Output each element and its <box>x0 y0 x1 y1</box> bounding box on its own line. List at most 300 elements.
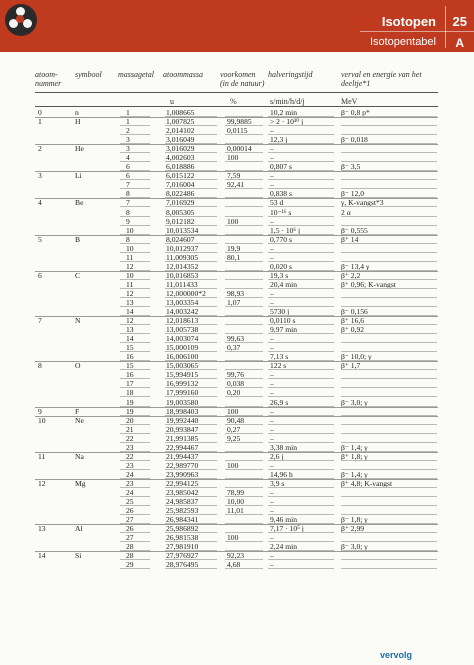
page-title: Isotopen <box>381 14 436 29</box>
atomic-mass-cell: 28,976495 <box>166 560 199 570</box>
abundance-cell: 0,37 <box>227 343 241 353</box>
atomic-number-cell: 8 <box>38 361 42 371</box>
mass-number-cell: 13 <box>126 325 134 335</box>
mass-number-cell: 8 <box>126 234 130 244</box>
table-row <box>0 542 474 551</box>
atomic-mass-cell: 10,013534 <box>166 225 199 235</box>
mass-number-cell: 16 <box>126 352 134 362</box>
table-row <box>0 271 474 280</box>
symbol-cell: Ne <box>75 415 84 425</box>
mass-number-cell: 10 <box>126 243 134 253</box>
atomic-mass-cell: 26,984341 <box>166 515 199 525</box>
decay-cell: β⁻ 1,4; γ <box>341 469 368 479</box>
abundance-cell: 100 <box>227 216 239 226</box>
mass-number-cell: 14 <box>126 307 134 317</box>
decay-cell: β⁻ 1,4; γ <box>341 442 368 452</box>
mass-number-cell: 23 <box>126 442 134 452</box>
mass-number-cell: 2 <box>126 126 130 136</box>
atomic-mass-cell: 25,982593 <box>166 506 199 516</box>
atomic-number-cell: 12 <box>38 478 46 488</box>
table-row <box>0 524 474 533</box>
atomic-mass-cell: 11,009305 <box>166 252 198 262</box>
half-life-cell: 20,4 min <box>270 279 298 289</box>
mass-number-cell: 28 <box>126 542 134 552</box>
half-life-cell: 5730 j <box>270 307 290 317</box>
atomic-number-cell: 13 <box>38 524 46 534</box>
half-life-cell: – <box>270 406 274 416</box>
column-header-atomic-number: atoom- nummer <box>35 70 62 88</box>
atomic-number-cell: 5 <box>38 234 42 244</box>
column-header-symbol: symbool <box>75 70 102 79</box>
symbol-cell: n <box>75 108 79 117</box>
mass-number-cell: 25 <box>126 497 134 507</box>
atomic-mass-cell: 12,014352 <box>166 261 199 271</box>
element-group-divider <box>35 271 438 272</box>
symbol-cell: N <box>75 316 81 326</box>
table-row <box>0 316 474 325</box>
table-row <box>0 497 474 506</box>
symbol-cell: F <box>75 406 80 416</box>
symbol-cell: H <box>75 117 81 127</box>
table-row <box>0 298 474 307</box>
atomic-mass-cell: 8,024607 <box>166 234 195 244</box>
mass-number-cell: 3 <box>126 135 130 145</box>
column-header-mass-number: massagetal <box>118 70 154 79</box>
abundance-cell: 78,99 <box>227 487 245 497</box>
decay-cell: β⁺ 1,7 <box>341 361 361 371</box>
atomic-mass-cell: 1,008665 <box>166 108 195 117</box>
half-life-cell: 0,770 s <box>270 234 292 244</box>
atomic-mass-cell: 23,990963 <box>166 469 199 479</box>
atomic-mass-cell: 23,985042 <box>166 487 199 497</box>
atomic-mass-cell: 7,016004 <box>166 180 195 190</box>
decay-cell: β⁻ 10,0; γ <box>341 352 372 362</box>
column-header-half-life: halveringstijd <box>268 70 313 79</box>
mass-number-cell: 27 <box>126 515 134 525</box>
half-life-cell: 3,38 min <box>270 442 298 452</box>
half-life-cell: – <box>270 370 274 380</box>
half-life-cell: 1,5 · 10⁶ j <box>270 225 301 235</box>
half-life-cell: 7,17 · 10⁵ j <box>270 524 304 534</box>
abundance-cell: 100 <box>227 460 239 470</box>
symbol-cell: Be <box>75 198 84 208</box>
mass-number-cell: 23 <box>126 478 134 488</box>
abundance-cell: 0,20 <box>227 388 241 398</box>
atomic-mass-cell: 14,003074 <box>166 334 199 344</box>
half-life-cell: – <box>270 171 274 181</box>
symbol-cell: Na <box>75 451 84 461</box>
symbol-cell: B <box>75 234 81 244</box>
mass-number-cell: 15 <box>126 343 134 353</box>
mass-number-cell: 8 <box>126 207 130 217</box>
mass-number-cell: 28 <box>126 551 134 561</box>
symbol-cell: Si <box>75 551 82 561</box>
atomic-number-cell: 10 <box>38 415 46 425</box>
table-row <box>0 171 474 180</box>
mass-number-cell: 16 <box>126 370 134 380</box>
symbol-cell: C <box>75 270 81 280</box>
table-row <box>0 325 474 334</box>
atomic-mass-cell: 16,999132 <box>166 379 199 389</box>
atomic-mass-cell: 13,005738 <box>166 325 199 335</box>
mass-number-cell: 13 <box>126 297 134 307</box>
mass-number-cell: 3 <box>126 144 130 154</box>
half-life-cell: 0,020 s <box>270 261 292 271</box>
abundance-cell: 11,01 <box>227 506 244 516</box>
decay-cell: β⁻ 3,0; γ <box>341 542 368 552</box>
atomic-mass-cell: 22,994467 <box>166 442 199 452</box>
section-letter: A <box>455 36 464 50</box>
atomic-mass-cell: 6,015122 <box>166 171 195 181</box>
footer-continued: vervolg <box>380 650 413 660</box>
mass-number-cell: 19 <box>126 397 134 407</box>
decay-cell: 2 α <box>341 207 351 217</box>
table-row <box>0 189 474 198</box>
table-row <box>0 398 474 407</box>
half-life-cell: – <box>270 497 274 507</box>
half-life-cell: – <box>270 180 274 190</box>
cell-underline <box>268 568 334 569</box>
table-row <box>0 180 474 189</box>
half-life-cell: – <box>270 487 274 497</box>
decay-cell: β⁻ 3,5 <box>341 162 361 172</box>
symbol-cell: Mg <box>75 478 86 488</box>
atomic-number-cell: 3 <box>38 171 42 181</box>
atomic-mass-cell: 27,976927 <box>166 551 199 561</box>
atomic-mass-cell: 8,005305 <box>166 207 195 217</box>
table-row <box>0 307 474 316</box>
abundance-cell: 0,27 <box>227 424 241 434</box>
mass-number-cell: 8 <box>126 189 130 199</box>
mass-number-cell: 24 <box>126 469 134 479</box>
units-underline <box>35 106 438 107</box>
decay-cell: β⁺ 16,6 <box>341 316 365 326</box>
atomic-number-cell: 7 <box>38 316 42 326</box>
abundance-cell: 19,9 <box>227 243 241 253</box>
page-number: 25 <box>452 14 467 29</box>
table-row <box>0 506 474 515</box>
atomic-mass-cell: 18,998403 <box>166 406 199 416</box>
half-life-cell: – <box>270 252 274 262</box>
half-life-cell: 0,0110 s <box>270 316 296 326</box>
table-row <box>0 153 474 162</box>
table-row <box>0 452 474 461</box>
decay-cell: β⁻ 3,0; γ <box>341 397 368 407</box>
column-header-abundance: voorkomen (in de natuur) <box>220 70 265 88</box>
atomic-number-cell: 2 <box>38 144 42 154</box>
element-group-divider <box>35 361 438 362</box>
abundance-cell: 1,07 <box>227 297 241 307</box>
half-life-cell: 12,3 j <box>270 135 288 145</box>
atomic-number-cell: 0 <box>38 108 42 117</box>
abundance-cell: 7,59 <box>227 171 241 181</box>
half-life-cell: 14,96 h <box>270 469 293 479</box>
atomic-number-cell: 6 <box>38 270 42 280</box>
mass-number-cell: 24 <box>126 487 134 497</box>
decay-cell: β⁻ 12,0 <box>341 189 365 199</box>
half-life-cell: 122 s <box>270 361 287 371</box>
table-row <box>0 117 474 126</box>
table-row <box>0 488 474 497</box>
mass-number-cell: 17 <box>126 379 134 389</box>
half-life-cell: – <box>270 243 274 253</box>
atomic-mass-cell: 2,014102 <box>166 126 195 136</box>
half-life-cell: 26,9 s <box>270 397 289 407</box>
half-life-cell: – <box>270 560 274 570</box>
atomic-mass-cell: 15,003065 <box>166 361 199 371</box>
table-row <box>0 425 474 434</box>
atomic-mass-cell: 4,002603 <box>166 153 195 163</box>
abundance-cell: 9,25 <box>227 433 241 443</box>
half-life-cell: 53 d <box>270 198 284 208</box>
mass-number-cell: 7 <box>126 180 130 190</box>
atomic-mass-cell: 21,994437 <box>166 451 199 461</box>
atom-logo-icon <box>5 4 37 36</box>
decay-cell: β⁺ 0,96; K-vangst <box>341 279 396 289</box>
mass-number-cell: 26 <box>126 524 134 534</box>
atomic-mass-cell: 25,986892 <box>166 524 199 534</box>
table-row <box>0 479 474 488</box>
atomic-mass-cell: 14,003242 <box>166 307 199 317</box>
half-life-cell: 7,13 s <box>270 352 289 362</box>
half-life-cell: – <box>270 415 274 425</box>
table-row <box>0 515 474 524</box>
atomic-mass-cell: 15,000109 <box>166 343 199 353</box>
mass-number-cell: 6 <box>126 162 130 172</box>
mass-number-cell: 11 <box>126 252 134 262</box>
atomic-mass-cell: 19,003580 <box>166 397 199 407</box>
half-life-cell: – <box>270 288 274 298</box>
table-row <box>0 253 474 262</box>
table-row <box>0 361 474 370</box>
column-header-atomic-mass: atoommassa <box>163 70 204 79</box>
atomic-mass-cell: 1,007825 <box>166 117 195 127</box>
abundance-cell: 98,93 <box>227 288 245 298</box>
mass-number-cell: 29 <box>126 560 134 570</box>
decay-cell: β⁺ 1,8; γ <box>341 451 368 461</box>
table-row <box>0 217 474 226</box>
atomic-mass-cell: 8,022486 <box>166 189 195 199</box>
atomic-mass-cell: 10,016853 <box>166 270 199 280</box>
abundance-cell: 0,0115 <box>227 126 248 136</box>
mass-number-cell: 1 <box>126 108 130 117</box>
abundance-cell: 99,76 <box>227 370 245 380</box>
half-life-cell: – <box>270 506 274 516</box>
atomic-number-cell: 4 <box>38 198 42 208</box>
decay-cell: β⁻ 0,555 <box>341 225 368 235</box>
abundance-cell: 92,23 <box>227 551 245 561</box>
table-row <box>0 126 474 135</box>
table-row <box>0 470 474 479</box>
mass-number-cell: 27 <box>126 533 134 543</box>
atomic-mass-cell: 19,992440 <box>166 415 199 425</box>
decay-cell: β⁻ 0,018 <box>341 135 368 145</box>
table-row <box>0 551 474 560</box>
table-row <box>0 226 474 235</box>
decay-cell: β⁺ 2,99 <box>341 524 365 534</box>
half-life-cell: – <box>270 388 274 398</box>
mass-number-cell: 19 <box>126 406 134 416</box>
mass-number-cell: 4 <box>126 153 130 163</box>
half-life-cell: 9,46 min <box>270 515 298 525</box>
table-row <box>0 280 474 289</box>
table-row <box>0 370 474 379</box>
decay-cell: β⁻ 13,4 γ <box>341 261 370 271</box>
decay-cell: β⁺ 0,92 <box>341 325 365 335</box>
element-group-divider <box>35 524 438 525</box>
abundance-cell: 100 <box>227 406 239 416</box>
atomic-mass-cell: 6,018886 <box>166 162 195 172</box>
mass-number-cell: 11 <box>126 279 134 289</box>
atomic-mass-cell: 20,993847 <box>166 424 199 434</box>
half-life-cell: – <box>270 551 274 561</box>
cell-underline <box>341 568 437 569</box>
table-row <box>0 135 474 144</box>
symbol-cell: Al <box>75 524 83 534</box>
half-life-cell: 10⁻¹⁶ s <box>270 207 292 217</box>
mass-number-cell: 12 <box>126 316 134 326</box>
unit-atomic-mass: u <box>170 97 174 106</box>
header-divider <box>445 6 446 48</box>
half-life-cell: 9,97 min <box>270 325 298 335</box>
atomic-number-cell: 9 <box>38 406 42 416</box>
table-row <box>0 343 474 352</box>
atomic-mass-cell: 21,991385 <box>166 433 199 443</box>
decay-cell: β⁻ 1,8; γ <box>341 515 368 525</box>
abundance-cell: 92,41 <box>227 180 245 190</box>
atomic-mass-cell: 9,012182 <box>166 216 195 226</box>
atomic-mass-cell: 11,011433 <box>166 279 198 289</box>
table-row <box>0 289 474 298</box>
mass-number-cell: 10 <box>126 225 134 235</box>
atomic-mass-cell: 22,994125 <box>166 478 199 488</box>
table-row <box>0 244 474 253</box>
mass-number-cell: 14 <box>126 334 134 344</box>
table-row <box>0 461 474 470</box>
cell-underline <box>165 568 217 569</box>
decay-cell: γ, K-vangst*3 <box>341 198 384 208</box>
atomic-mass-cell: 17,999160 <box>166 388 199 398</box>
abundance-cell: 90,48 <box>227 415 245 425</box>
symbol-cell: He <box>75 144 84 154</box>
mass-number-cell: 1 <box>126 117 130 127</box>
table-row <box>0 262 474 271</box>
mass-number-cell: 26 <box>126 506 134 516</box>
symbol-cell: O <box>75 361 81 371</box>
abundance-cell: 80,1 <box>227 252 241 262</box>
mass-number-cell: 6 <box>126 171 130 181</box>
atomic-mass-cell: 12,018613 <box>166 316 199 326</box>
decay-cell: β⁺ 2,2 <box>341 270 361 280</box>
table-row <box>0 208 474 217</box>
mass-number-cell: 12 <box>126 288 134 298</box>
atomic-mass-cell: 13,003354 <box>166 297 199 307</box>
mass-number-cell: 20 <box>126 415 134 425</box>
half-life-cell: – <box>270 379 274 389</box>
atomic-mass-cell: 3,016029 <box>166 144 195 154</box>
half-life-cell: 2,24 min <box>270 542 298 552</box>
mass-number-cell: 9 <box>126 216 130 226</box>
abundance-cell: 0,00014 <box>227 144 252 154</box>
mass-number-cell: 15 <box>126 361 134 371</box>
atomic-mass-cell: 3,016049 <box>166 135 195 145</box>
atomic-mass-cell: 10,012937 <box>166 243 199 253</box>
half-life-cell: – <box>270 460 274 470</box>
mass-number-cell: 22 <box>126 433 134 443</box>
table-row <box>0 144 474 153</box>
element-group-divider <box>35 235 438 236</box>
half-life-cell: 2,6 j <box>270 451 284 461</box>
half-life-cell: 0,807 s <box>270 162 292 172</box>
mass-number-cell: 10 <box>126 270 134 280</box>
atomic-mass-cell: 22,989770 <box>166 460 199 470</box>
table-row <box>0 407 474 416</box>
atomic-number-cell: 11 <box>38 451 46 461</box>
atomic-mass-cell: 27,981910 <box>166 542 199 552</box>
atomic-number-cell: 14 <box>38 551 46 561</box>
decay-cell: β⁻ 0,8 p* <box>341 108 370 117</box>
atomic-mass-cell: 15,994915 <box>166 370 199 380</box>
decay-cell: β⁻ 0,156 <box>341 307 368 317</box>
element-group-divider <box>35 452 438 453</box>
table-row <box>0 388 474 397</box>
half-life-cell: – <box>270 126 274 136</box>
symbol-cell: Li <box>75 171 82 181</box>
header-underline <box>35 92 438 93</box>
abundance-cell: 0,038 <box>227 379 245 389</box>
half-life-cell: – <box>270 424 274 434</box>
table-row <box>0 416 474 425</box>
table-row <box>0 434 474 443</box>
mass-number-cell: 12 <box>126 261 134 271</box>
atomic-mass-cell: 26,981538 <box>166 533 199 543</box>
abundance-cell: 99,63 <box>227 334 245 344</box>
table-row <box>0 443 474 452</box>
atomic-mass-cell: 24,985837 <box>166 497 199 507</box>
half-life-cell: 3,9 s <box>270 478 285 488</box>
atomic-mass-cell: 7,016929 <box>166 198 195 208</box>
table-row <box>0 334 474 343</box>
atomic-mass-cell: 16,006100 <box>166 352 199 362</box>
table-row <box>0 533 474 542</box>
cell-underline <box>120 568 150 569</box>
half-life-cell: – <box>270 297 274 307</box>
table-row <box>0 352 474 361</box>
half-life-cell: – <box>270 433 274 443</box>
decay-cell: β⁺ 14 <box>341 234 359 244</box>
isotope-table <box>0 108 474 569</box>
half-life-cell: – <box>270 343 274 353</box>
abundance-cell: 4,68 <box>227 560 241 570</box>
mass-number-cell: 21 <box>126 424 134 434</box>
mass-number-cell: 18 <box>126 388 134 398</box>
atomic-number-cell: 1 <box>38 117 42 127</box>
abundance-cell: 99,9885 <box>227 117 252 127</box>
abundance-cell: 100 <box>227 153 239 163</box>
half-life-cell: – <box>270 216 274 226</box>
half-life-cell: – <box>270 334 274 344</box>
table-row <box>0 560 474 569</box>
page-subtitle: Isotopentabel <box>369 36 436 48</box>
mass-number-cell: 22 <box>126 451 134 461</box>
cell-underline <box>225 568 263 569</box>
unit-decay: MeV <box>341 97 358 106</box>
half-life-cell: 0,838 s <box>270 189 292 199</box>
abundance-cell: 100 <box>227 533 239 543</box>
half-life-cell: – <box>270 153 274 163</box>
abundance-cell: 10,00 <box>227 497 245 507</box>
mass-number-cell: 23 <box>126 460 134 470</box>
